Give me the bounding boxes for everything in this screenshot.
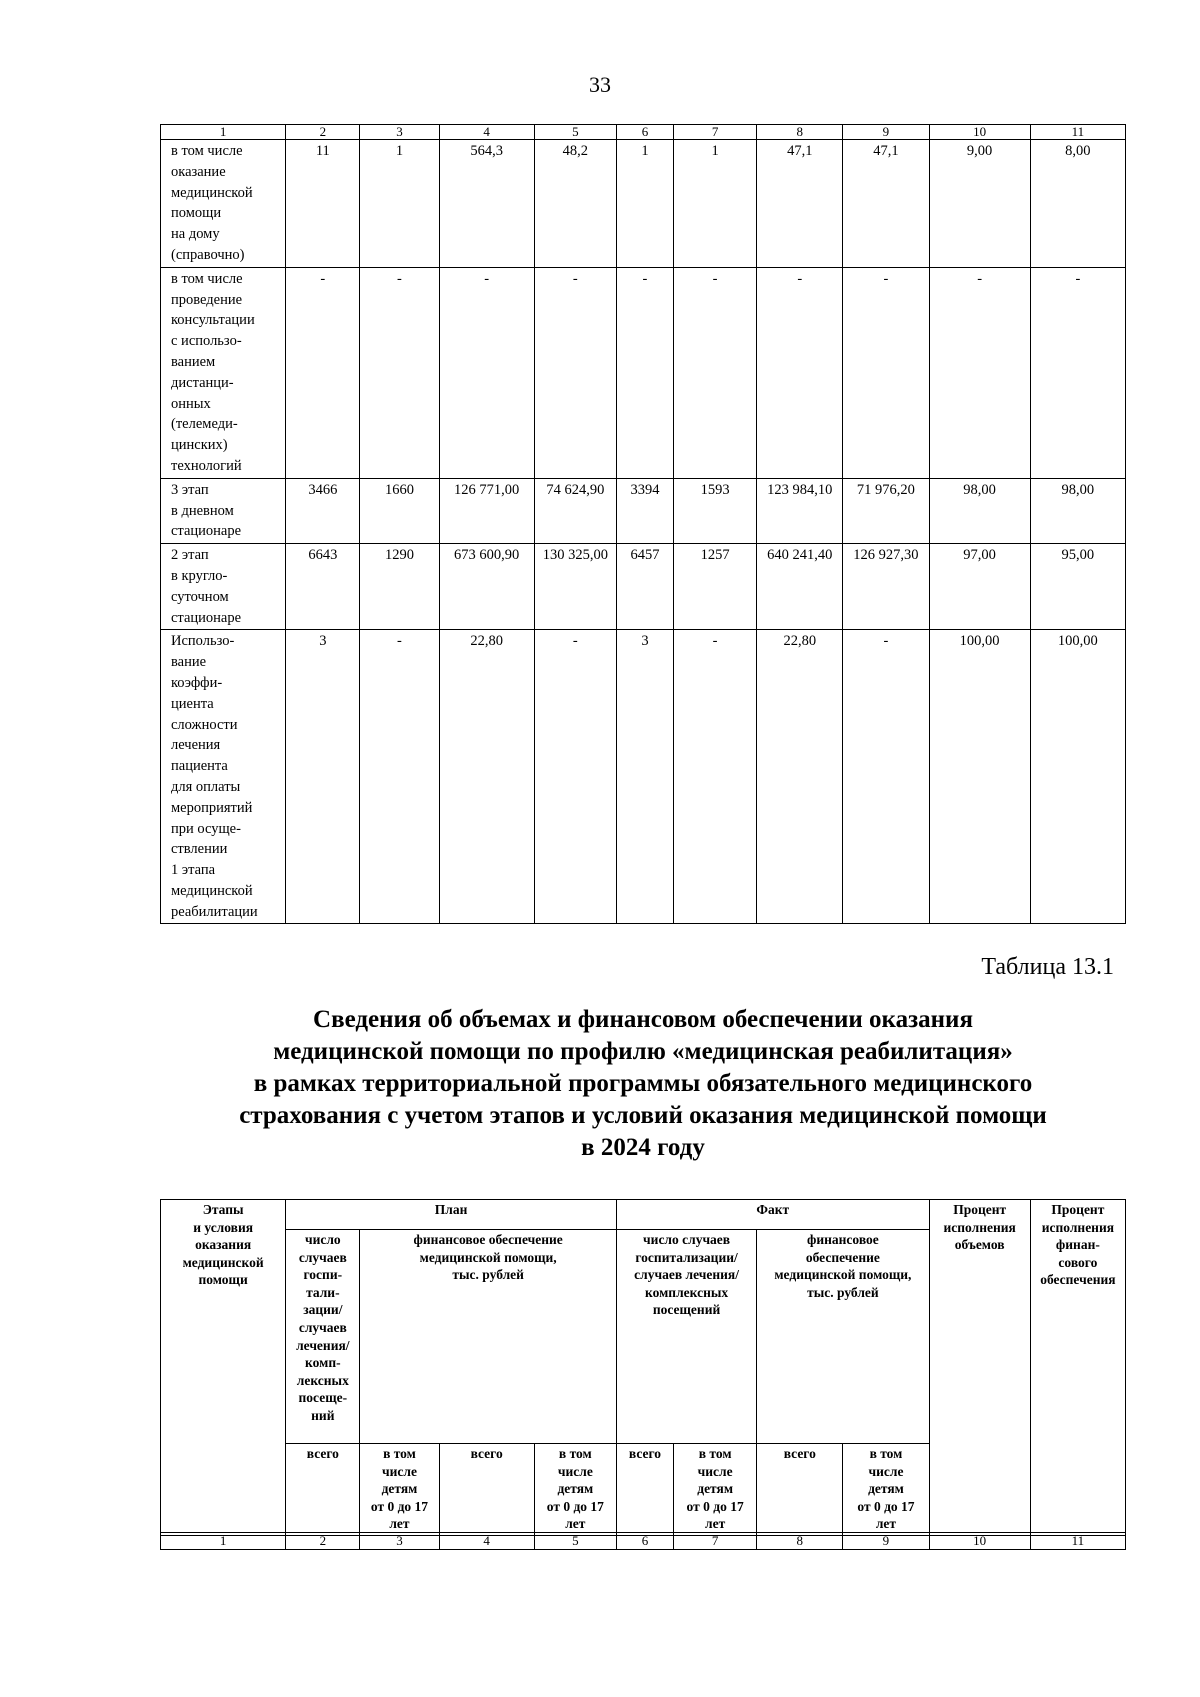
header-plan: План <box>286 1200 617 1230</box>
table-cell: 1 <box>674 140 757 268</box>
table-cell: 3394 <box>616 478 673 543</box>
table-cell: 71 976,20 <box>843 478 929 543</box>
table-cell: 673 600,90 <box>439 544 534 630</box>
column-number: 4 <box>439 1533 534 1550</box>
column-number: 9 <box>843 1533 929 1550</box>
table-cell: - <box>843 630 929 924</box>
column-numbers-table <box>160 1532 1126 1550</box>
table-row <box>161 544 1126 630</box>
header-children: в том числе детям от 0 до 17 лет <box>843 1444 929 1536</box>
column-number: 3 <box>360 125 439 140</box>
column-number: 1 <box>161 125 286 140</box>
column-number: 7 <box>674 1533 757 1550</box>
table-cell: 8,00 <box>1030 140 1125 268</box>
table-cell: - <box>439 267 534 478</box>
table-cell: 3 <box>616 630 673 924</box>
table-cell: - <box>1030 267 1125 478</box>
table-cell: 6643 <box>286 544 360 630</box>
table-cell: 564,3 <box>439 140 534 268</box>
header-fact-finance: финансовое обеспечение медицинской помощи, тыс. рублей <box>757 1230 929 1444</box>
table-cell: 47,1 <box>843 140 929 268</box>
row-label: в том числе оказание медицинской помощи на дому (справочно) <box>161 140 286 268</box>
header-total: всего <box>286 1444 360 1536</box>
table-cell: 74 624,90 <box>534 478 616 543</box>
column-number: 2 <box>286 125 360 140</box>
table-row <box>161 267 1126 478</box>
header-fact: Факт <box>616 1200 929 1230</box>
column-number: 9 <box>843 125 929 140</box>
table-cell: 1660 <box>360 478 439 543</box>
table-label: Таблица 13.1 <box>981 954 1114 980</box>
column-number: 6 <box>616 1533 673 1550</box>
table-cell: 130 325,00 <box>534 544 616 630</box>
table-row <box>161 630 1126 924</box>
table-cell: - <box>616 267 673 478</box>
table-cell: 3 <box>286 630 360 924</box>
table-cell: 98,00 <box>929 478 1030 543</box>
heading-line: в 2024 году <box>581 1134 705 1161</box>
heading-line: медицинской помощи по профилю «медицинская реабилитация» <box>273 1038 1013 1065</box>
table-cell: 1 <box>616 140 673 268</box>
table-cell: 640 241,40 <box>757 544 843 630</box>
row-label: 3 этап в дневном стационаре <box>161 478 286 543</box>
table-cell: - <box>360 630 439 924</box>
table-cell: - <box>360 267 439 478</box>
header-pct-volumes: Процент исполнения объемов <box>929 1200 1030 1536</box>
table-cell: 100,00 <box>1030 630 1125 924</box>
table-cell: - <box>674 267 757 478</box>
table-cell: 22,80 <box>439 630 534 924</box>
column-number: 5 <box>534 1533 616 1550</box>
table-cell: 126 927,30 <box>843 544 929 630</box>
page-number: 33 <box>589 72 611 97</box>
table-cell: 123 984,10 <box>757 478 843 543</box>
table-cell: - <box>534 267 616 478</box>
column-number: 3 <box>360 1533 439 1550</box>
column-number: 8 <box>757 1533 843 1550</box>
header-children: в том числе детям от 0 до 17 лет <box>674 1444 757 1536</box>
column-number: 1 <box>161 1533 286 1550</box>
table-cell: 1257 <box>674 544 757 630</box>
heading-line: в рамках территориальной программы обязательного медицинского <box>253 1070 1033 1097</box>
header-table <box>160 1199 1126 1536</box>
column-number-row <box>161 125 1126 140</box>
row-label: в том числе проведение консультации с использо- ванием дистанци- онных (телемеди- цинских) технологий <box>161 267 286 478</box>
table-cell: 48,2 <box>534 140 616 268</box>
table-cell: 126 771,00 <box>439 478 534 543</box>
table-cell: 95,00 <box>1030 544 1125 630</box>
table-cell: 100,00 <box>929 630 1030 924</box>
column-number: 4 <box>439 125 534 140</box>
header-total: всего <box>439 1444 534 1536</box>
table-row <box>161 478 1126 543</box>
table-cell: 11 <box>286 140 360 268</box>
table-cell: 6457 <box>616 544 673 630</box>
heading-line: Сведения об объемах и финансовом обеспечении оказания <box>313 1006 973 1033</box>
continued-table <box>160 124 1126 924</box>
row-label: Использо- вание коэффи- циента сложности лечения пациента для оплаты мероприятий при осуще- ствлении 1 этапа медицинской реабилитации <box>161 630 286 924</box>
table-cell: - <box>929 267 1030 478</box>
table-cell: - <box>757 267 843 478</box>
table-cell: 9,00 <box>929 140 1030 268</box>
table-row <box>161 140 1126 268</box>
column-number: 11 <box>1030 1533 1125 1550</box>
column-number: 11 <box>1030 125 1125 140</box>
header-total: всего <box>616 1444 673 1536</box>
table-cell: 1593 <box>674 478 757 543</box>
header-fact-cases: число случаев госпитализации/ случаев лечения/ комплексных посещений <box>616 1230 756 1444</box>
table-cell: - <box>843 267 929 478</box>
table-cell: 98,00 <box>1030 478 1125 543</box>
table-cell: - <box>674 630 757 924</box>
table-cell: 1 <box>360 140 439 268</box>
row-label: 2 этап в кругло- суточном стационаре <box>161 544 286 630</box>
table-cell: 47,1 <box>757 140 843 268</box>
table-cell: 22,80 <box>757 630 843 924</box>
column-number: 5 <box>534 125 616 140</box>
column-number: 8 <box>757 125 843 140</box>
table-cell: 1290 <box>360 544 439 630</box>
heading-line: страхования с учетом этапов и условий оказания медицинской помощи <box>239 1102 1047 1129</box>
header-plan-cases: число случаев госпи- тали- зации/ случаев лечения/ комп- лексных посеще- ний <box>286 1230 360 1444</box>
table-cell: 3466 <box>286 478 360 543</box>
header-plan-finance: финансовое обеспечение медицинской помощи, тыс. рублей <box>360 1230 617 1444</box>
column-number: 7 <box>674 125 757 140</box>
header-children: в том числе детям от 0 до 17 лет <box>534 1444 616 1536</box>
column-number: 10 <box>929 125 1030 140</box>
header-pct-finance: Процент исполнения финан- сового обеспечения <box>1030 1200 1125 1536</box>
column-number: 6 <box>616 125 673 140</box>
column-number: 10 <box>929 1533 1030 1550</box>
column-number: 2 <box>286 1533 360 1550</box>
table-cell: - <box>534 630 616 924</box>
table-cell: - <box>286 267 360 478</box>
header-total: всего <box>757 1444 843 1536</box>
table-cell: 97,00 <box>929 544 1030 630</box>
header-children: в том числе детям от 0 до 17 лет <box>360 1444 439 1536</box>
table-heading <box>160 1004 1126 1164</box>
header-stages: Этапы и условия оказания медицинской помощи <box>161 1200 286 1536</box>
